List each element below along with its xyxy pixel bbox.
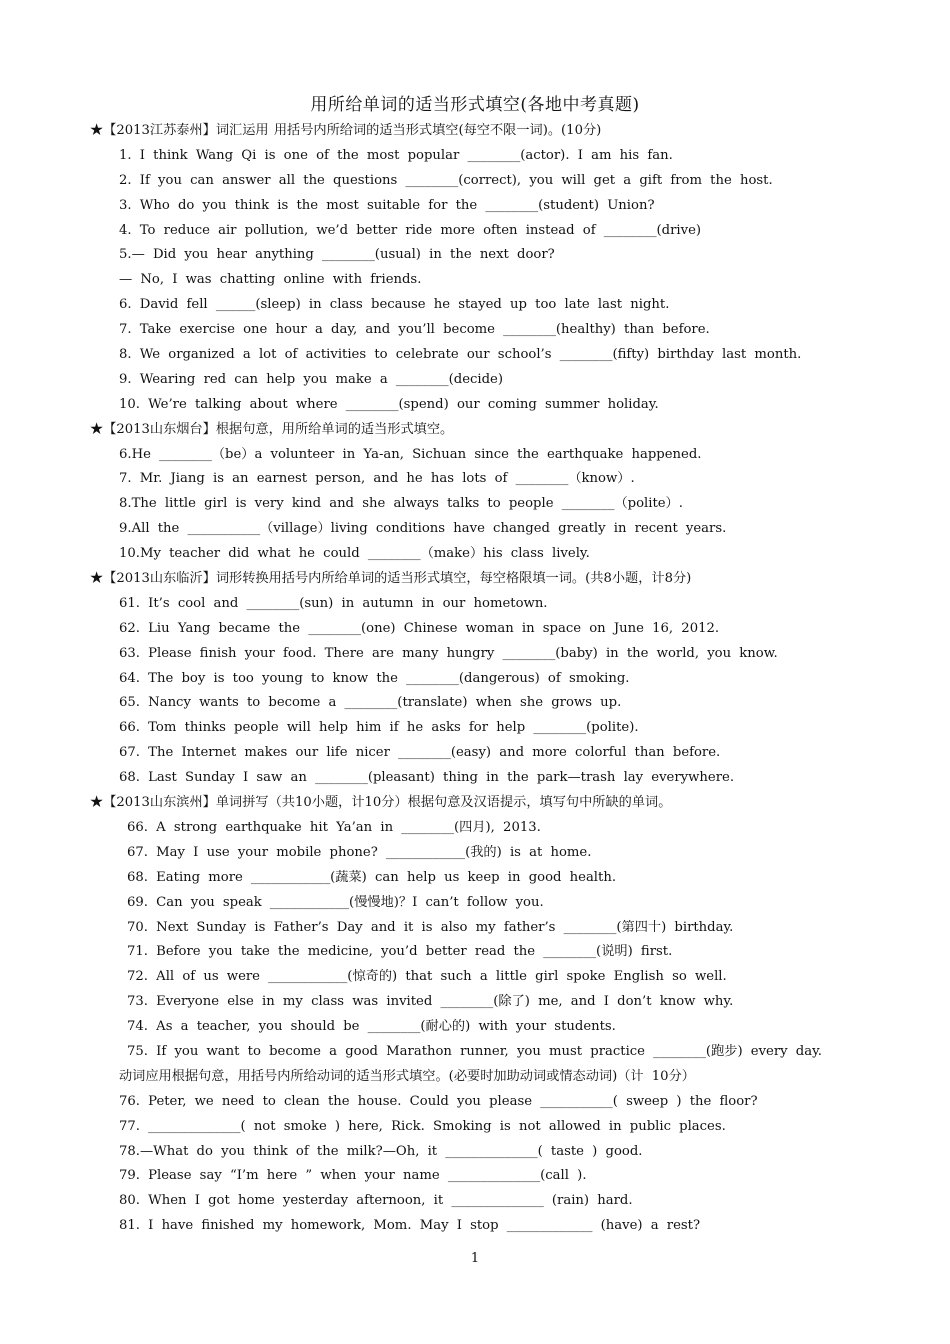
section-heading: ★【2013山东临沂】词形转换用括号内所给单词的适当形式填空，每空格限填一词。(共8小题，计8分): [90, 571, 692, 587]
exercise-line: 10.My teacher did what he could ________（make）his class lively.: [119, 546, 590, 562]
exercise-line: 68. Eating more ____________(蔬菜) can help us keep in good health.: [127, 869, 617, 885]
exercise-line: 75. If you want to become a good Marathon runner, you must practice ________(跑步) every day.: [127, 1043, 822, 1059]
exercise-line: 72. All of us were ____________(惊奇的) that such a little girl spoke English so well.: [127, 969, 727, 985]
exercise-line: 67. The Internet makes our life nicer ________(easy) and more colorful than before.: [119, 745, 721, 761]
exercise-line: 76. Peter, we need to clean the house. Could you please ___________( sweep ) the floor?: [119, 1093, 758, 1109]
exercise-line: 9.All the ___________（village）living conditions have changed greatly in recent years.: [119, 521, 727, 537]
exercise-line: 67. May I use your mobile phone? ____________(我的) is at home.: [127, 844, 592, 860]
exercise-line: 9. Wearing red can help you make a ________(decide): [119, 371, 504, 387]
exercise-line: 69. Can you speak ____________(慢慢地)？I can’t follow you.: [127, 894, 544, 910]
exercise-line: 8. We organized a lot of activities to celebrate our school’s ________(fifty) birthday last month.: [119, 347, 802, 363]
exercise-line: 动词应用根据句意，用括号内所给动词的适当形式填空。(必要时加助动词或情态动词)（计 10分）: [119, 1068, 695, 1084]
exercise-line: 4. To reduce air pollution, we’d better ride more often instead of ________(drive): [119, 222, 702, 238]
exercise-line: 74. As a teacher, you should be ________(耐心的) with your students.: [127, 1019, 616, 1035]
exercise-line: 68. Last Sunday I saw an ________(pleasant) thing in the park—trash lay everywhere.: [119, 770, 735, 786]
exercise-line: 6.He ________（be）a volunteer in Ya-an, Sichuan since the earthquake happened.: [119, 446, 702, 462]
exercise-line: 73. Everyone else in my class was invited ________(除了) me, and I don’t know why.: [127, 994, 734, 1010]
exercise-line: 81. I have finished my homework, Mom. May I stop _____________ (have) a rest?: [119, 1218, 701, 1234]
exercise-line: 64. The boy is too young to know the ________(dangerous) of smoking.: [119, 670, 630, 686]
exercise-content: [0, 119, 950, 1239]
exercise-line: — No, I was chatting online with friends.: [119, 272, 422, 288]
exercise-line: 78.—What do you think of the milk?—Oh, it ______________( taste ) good.: [119, 1143, 643, 1159]
exercise-line: 5.— Did you hear anything ________(usual) in the next door?: [119, 247, 555, 263]
exercise-line: 1. I think Wang Qi is one of the most popular ________(actor). I am his fan.: [119, 147, 673, 163]
page-number: 1: [470, 1251, 480, 1266]
exercise-line: 80. When I got home yesterday afternoon, it ______________ (rain) hard.: [119, 1193, 633, 1209]
exercise-line: 71. Before you take the medicine, you’d better read the ________(说明) first.: [127, 944, 673, 960]
exercise-line: 77. ______________( not smoke ) here, Rick. Smoking is not allowed in public places.: [119, 1118, 726, 1134]
exercise-line: 10. We’re talking about where ________(spend) our coming summer holiday.: [119, 396, 659, 412]
exercise-line: 6. David fell ______(sleep) in class because he stayed up too late last night.: [119, 297, 670, 313]
section-heading: ★【2013山东滨州】单词拼写（共10小题，计10分）根据句意及汉语提示，填写句中所缺的单词。: [90, 795, 672, 811]
exercise-line: 66. A strong earthquake hit Ya’an in ________(四月), 2013.: [127, 819, 541, 835]
exercise-line: 7. Mr. Jiang is an earnest person, and he has lots of ________（know）.: [119, 471, 635, 487]
page-title: 用所给单词的适当形式填空(各地中考真题): [310, 95, 640, 115]
exercise-line: 70. Next Sunday is Father’s Day and it is also my father’s ________(第四十) birthday.: [127, 919, 734, 935]
exercise-line: 66. Tom thinks people will help him if he asks for help ________(polite).: [119, 720, 639, 736]
section-heading: ★【2013山东烟台】根据句意，用所给单词的适当形式填空。: [90, 421, 454, 437]
exercise-line: 8.The little girl is very kind and she always talks to people ________（polite）.: [119, 496, 683, 512]
exercise-line: 62. Liu Yang became the ________(one) Chinese woman in space on June 16, 2012.: [119, 620, 720, 636]
exercise-line: 63. Please finish your food. There are many hungry ________(baby) in the world, you know.: [119, 645, 778, 661]
exercise-line: 2. If you can answer all the questions ________(correct), you will get a gift from the host.: [119, 172, 773, 188]
exercise-line: 65. Nancy wants to become a ________(translate) when she grows up.: [119, 695, 622, 711]
section-heading: ★【2013江苏泰州】词汇运用 用括号内所给词的适当形式填空(每空不限一词)。(10分): [90, 123, 602, 138]
exercise-line: 7. Take exercise one hour a day, and you’ll become ________(healthy) than before.: [119, 322, 710, 338]
exercise-line: 79. Please say “I’m here ” when your name ______________(call ).: [119, 1168, 587, 1184]
exercise-line: 3. Who do you think is the most suitable for the ________(student) Union?: [119, 197, 655, 213]
exercise-line: 61. It’s cool and ________(sun) in autumn in our hometown.: [119, 595, 548, 611]
